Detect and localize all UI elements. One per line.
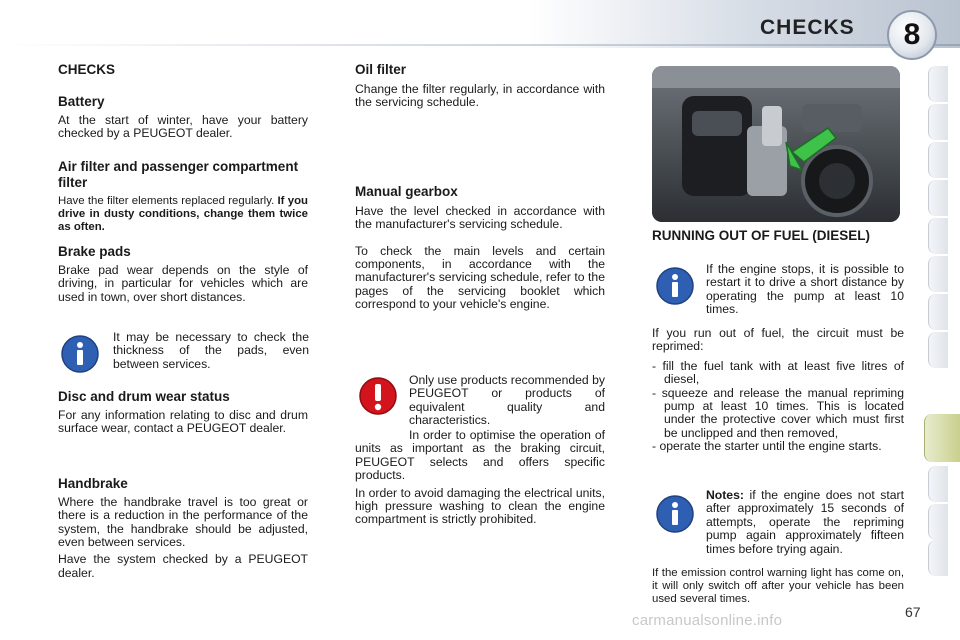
column-left-lower <box>58 389 308 580</box>
info-icon <box>655 266 695 306</box>
text-fuel-info: If the engine stops, it is possible to restart it to drive a short distance by operating the pump at least 10 times. <box>706 262 904 317</box>
list-item: - fill the fuel tank with at least five litres of diesel, <box>652 358 904 387</box>
text-handbrake-1: Where the handbrake travel is too great or there is a reduction in the performance of the system, the handbrake should be adjusted, even between services. <box>58 494 308 550</box>
text-air-filter-bold: If you drive in dusty conditions, change them twice as often. <box>58 194 308 233</box>
text-handbrake-2: Have the system checked by a PEUGEOT dealer. <box>58 552 308 580</box>
info-icon <box>655 494 695 534</box>
fuel-info-note <box>706 263 904 317</box>
text-notes-2: If the emission control warning light has come on, it will only switch off after your vehicle has been used several times. <box>652 567 904 605</box>
text-manual-gearbox-2: To check the main levels and certain components, in accordance with the manufacturer's servicing schedule, refer to the pages of the servicing booklet which correspond to your vehicle's engine. <box>355 243 605 312</box>
chapter-tab[interactable] <box>928 66 948 102</box>
heading-battery: Battery <box>58 94 105 109</box>
chapter-tab[interactable] <box>928 504 948 540</box>
notes-label: Notes: <box>706 488 744 502</box>
chapter-tab[interactable] <box>928 256 948 292</box>
warning-note-top <box>409 374 605 428</box>
chapter-number-badge: 8 <box>887 10 937 60</box>
list-item: - operate the starter until the engine starts. <box>652 439 882 454</box>
section-heading-checks: CHECKS <box>58 62 116 77</box>
chapter-tab[interactable] <box>928 332 948 368</box>
warning-icon <box>358 376 398 416</box>
heading-disc-drum: Disc and drum wear status <box>58 389 230 404</box>
notes-bottom <box>652 567 904 606</box>
chapter-tab[interactable] <box>928 142 948 178</box>
notes-top <box>706 489 904 556</box>
heading-brake-pads: Brake pads <box>58 243 131 259</box>
text-brake-pads-info: It may be necessary to check the thickness of the pads, even between services. <box>113 330 309 371</box>
text-brake-pads: Brake pad wear depends on the style of driving, in particular for vehicles which are used in town, over short distances. <box>58 262 308 304</box>
text-warning-2: In order to optimise the operation of units as important as the braking circuit, PEUGEOT selects and offers specific products. <box>355 428 605 483</box>
brake-pads-note <box>113 331 309 371</box>
chapter-tab[interactable] <box>928 104 948 140</box>
text-manual-gearbox-1: Have the level checked in accordance with the manufacturer's servicing schedule. <box>355 203 605 232</box>
list-item: - squeeze and release the manual repriming pump at least 10 times. This is located under the protective cover which must first be unclipped and then removed, <box>652 385 904 440</box>
text-reprime-intro: If you run out of fuel, the circuit must be reprimed: <box>652 326 904 354</box>
chapter-title: CHECKS <box>760 16 855 39</box>
notes-text: if the engine does not start after approximately 15 seconds of attempts, operate the repriming pump again approximately fifteen times before trying again. <box>706 488 904 556</box>
reprime-steps <box>652 360 904 454</box>
heading-running-out-of-fuel: RUNNING OUT OF FUEL (DIESEL) <box>652 228 870 243</box>
header-rule <box>0 44 960 46</box>
text-disc-drum: For any information relating to disc and drum surface wear, contact a PEUGEOT dealer. <box>58 408 308 436</box>
chapter-tab[interactable] <box>928 180 948 216</box>
info-icon <box>60 334 100 374</box>
chapter-tab-active[interactable] <box>924 414 960 462</box>
chapter-tab[interactable] <box>928 218 948 254</box>
text-warning-3: In order to avoid damaging the electrical units, high pressure washing to clean the engine compartment is strictly prohibited. <box>355 485 605 527</box>
text-battery: At the start of winter, have your battery checked by a PEUGEOT dealer. <box>58 113 308 141</box>
column-middle <box>355 62 605 312</box>
text-air-filter-normal: Have the filter elements replaced regularly. <box>58 194 275 207</box>
chapter-tabs <box>928 66 948 576</box>
heading-air-filter: Air filter and passenger compartment filter <box>58 158 299 190</box>
heading-manual-gearbox: Manual gearbox <box>355 183 458 199</box>
watermark: carmanualsonline.info <box>632 612 783 629</box>
warning-note-bottom <box>355 429 605 527</box>
text-oil-filter: Change the filter regularly, in accordance with the servicing schedule. <box>355 82 605 110</box>
text-air-filter <box>58 195 308 234</box>
chapter-tab[interactable] <box>928 540 948 576</box>
heading-handbrake: Handbrake <box>58 475 128 491</box>
reprime-instructions <box>652 327 904 454</box>
page-number: 67 <box>905 604 921 620</box>
heading-oil-filter: Oil filter <box>355 62 407 77</box>
engine-compartment-photo <box>652 66 900 222</box>
text-notes <box>706 489 904 556</box>
column-right <box>652 228 906 244</box>
chapter-tab[interactable] <box>928 466 948 502</box>
column-left <box>58 62 308 304</box>
chapter-tab[interactable] <box>928 294 948 330</box>
text-warning-1: Only use products recommended by PEUGEOT or products of equivalent quality and characteristics. <box>409 373 605 428</box>
